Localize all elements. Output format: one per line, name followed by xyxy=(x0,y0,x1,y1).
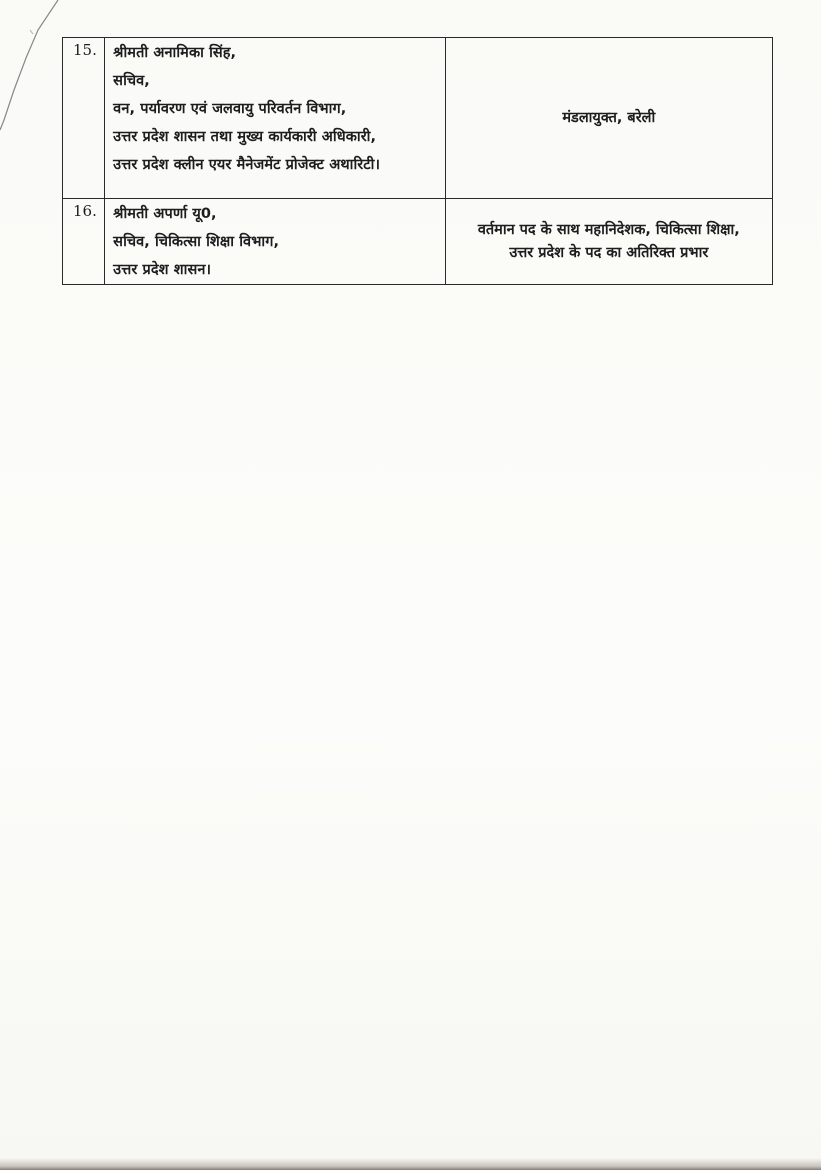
officer-details xyxy=(105,199,445,285)
posting-line: मंडलायुक्त, बरेली xyxy=(562,109,656,126)
posting-line: उत्तर प्रदेश के पद का अतिरिक्त प्रभार xyxy=(509,244,709,261)
officer-line: उत्तर प्रदेश शासन तथा मुख्य कार्यकारी अधिकारी, xyxy=(113,129,377,145)
new-posting xyxy=(445,38,772,199)
table-row xyxy=(63,38,773,199)
officer-line: सचिव, xyxy=(113,73,150,89)
transfer-orders-table xyxy=(62,37,773,285)
officer-line: उत्तर प्रदेश शासन। xyxy=(113,262,212,278)
officer-line: वन, पर्यावरण एवं जलवायु परिवर्तन विभाग, xyxy=(113,101,347,117)
officer-line: श्रीमती अपर्णा यू0, xyxy=(113,206,217,222)
officer-line: उत्तर प्रदेश क्लीन एयर मैनेजमेंट प्रोजेक्ट अथारिटी। xyxy=(113,157,381,173)
serial-number: 16. xyxy=(63,199,105,285)
new-posting xyxy=(445,199,772,285)
officer-line: श्रीमती अनामिका सिंह, xyxy=(113,45,237,61)
table-row xyxy=(63,199,773,285)
officer-line: सचिव, चिकित्सा शिक्षा विभाग, xyxy=(113,234,280,250)
officer-details xyxy=(105,38,445,199)
page-bottom-edge xyxy=(0,1158,821,1170)
serial-number: 15. xyxy=(63,38,105,199)
posting-line: वर्तमान पद के साथ महानिदेशक, चिकित्सा शिक्षा, xyxy=(477,221,740,238)
